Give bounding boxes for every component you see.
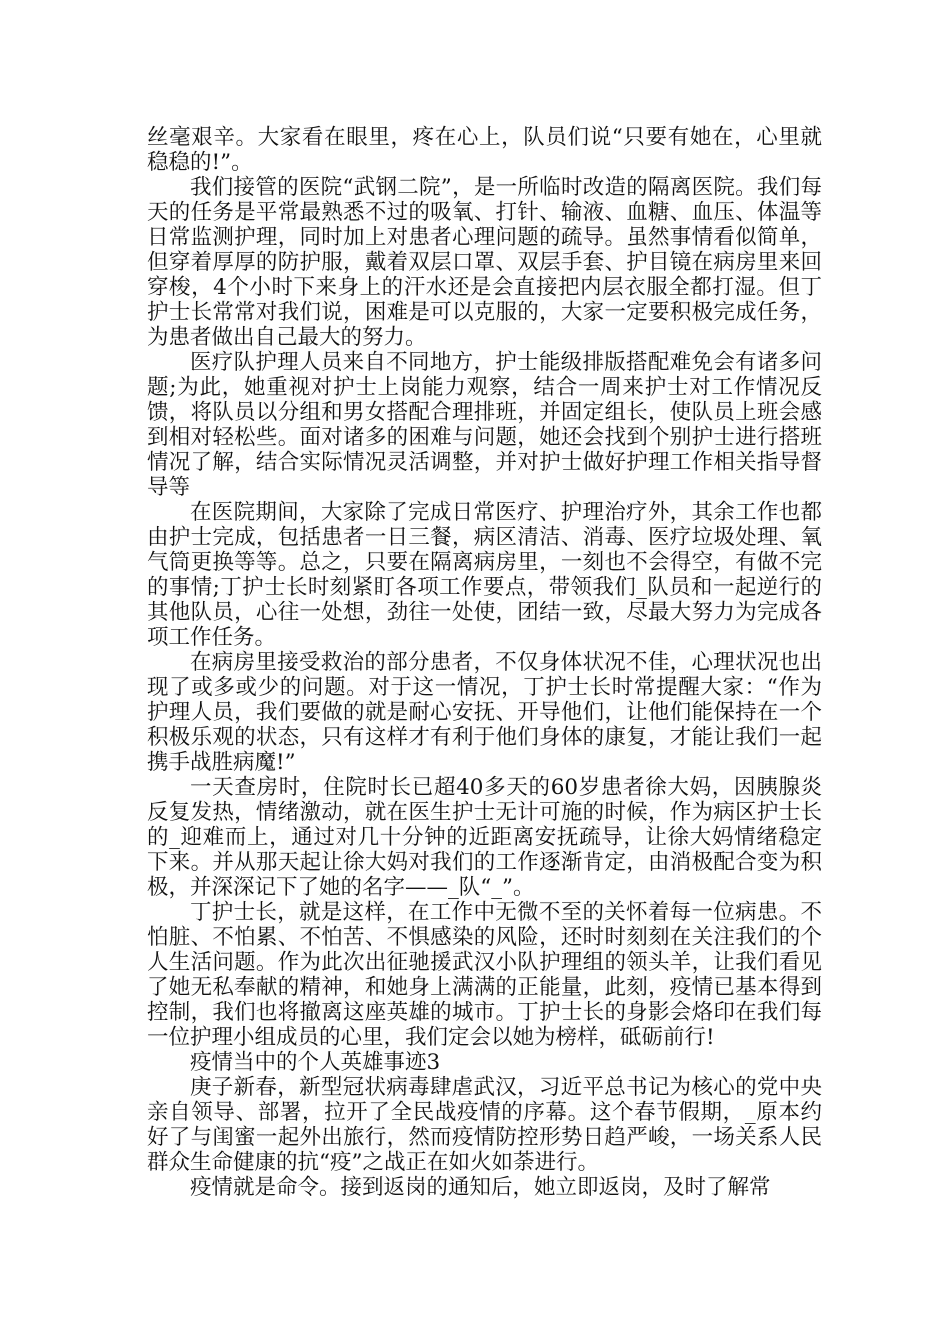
document-body <box>147 125 822 1200</box>
paragraph-7: 丁护士长，就是这样，在工作中无微不至的关怀着每一位病患。不怕脏、不怕累、不怕苦、不惧感染的风险，还时时刻刻在关注我们的个人生活问题。作为此次出征驰援武汉小队护理组的领头羊，让我们看见了她无私奉献的精神，和她身上满满的正能量，此刻，疫情已基本得到控制，我们也将撤离这座英雄的城市。丁护士长的身影会烙印在我们每一位护理小组成员的心里，我们定会以她为榜样，砥砺前行! <box>147 900 822 1050</box>
paragraph-4: 在医院期间，大家除了完成日常医疗、护理治疗外，其余工作也都由护士完成，包括患者一日三餐，病区清洁、消毒、医疗垃圾处理、氧气筒更换等等。总之，只要在隔离病房里，一刻也不会得空，有做不完的事情;丁护士长时刻紧盯各项工作要点，带领我们_队员和一起逆行的其他队员，心往一处想，劲往一处使，团结一致，尽最大努力为完成各项工作任务。 <box>147 500 822 650</box>
paragraph-9: 疫情就是命令。接到返岗的通知后，她立即返岗，及时了解常 <box>190 1175 771 1200</box>
paragraph-3: 医疗队护理人员来自不同地方，护士能级排版搭配难免会有诸多问题;为此，她重视对护士上岗能力观察，结合一周来护士对工作情况反馈，将队员以分组和男女搭配合理排班，并固定组长，使队员上班会感到相对轻松些。面对诸多的困难与问题，她还会找到个别护士进行搭班情况了解，结合实际情况灵活调整，并对护士做好护理工作相关指导督导等 <box>147 350 822 500</box>
paragraph-1: 丝毫艰辛。大家看在眼里，疼在心上，队员们说“只要有她在，心里就稳稳的!”。 <box>147 125 822 175</box>
section-heading: 疫情当中的个人英雄事迹3 <box>190 1050 441 1075</box>
paragraph-6: 一天查房时，住院时长已超40多天的60岁患者徐大妈，因胰腺炎反复发热，情绪激动，就在医生护士无计可施的时候，作为病区护士长的_迎难而上，通过对几十分钟的近距离安抚疏导，让徐大妈情绪稳定下来。并从那天起让徐大妈对我们的工作逐渐肯定，由消极配合变为积极，并深深记下了她的名字——_队“_”。 <box>147 775 822 900</box>
paragraph-5: 在病房里接受救治的部分患者，不仅身体状况不佳，心理状况也出现了或多或少的问题。对于这一情况，丁护士长时常提醒大家：“作为护理人员，我们要做的就是耐心安抚、开导他们，让他们能保持在一个积极乐观的状态，只有这样才有利于他们身体的康复，才能让我们一起携手战胜病魔!” <box>147 650 822 775</box>
paragraph-2: 我们接管的医院“武钢二院”，是一所临时改造的隔离医院。我们每天的任务是平常最熟悉不过的吸氧、打针、输液、血糖、血压、体温等日常监测护理，同时加上对患者心理问题的疏导。虽然事情看似简单，但穿着厚厚的防护服，戴着双层口罩、双层手套、护目镜在病房里来回穿梭，4个小时下来身上的汗水还是会直接把内层衣服全都打湿。但丁护士长常常对我们说，困难是可以克服的，大家一定要积极完成任务，为患者做出自己最大的努力。 <box>147 175 822 350</box>
paragraph-8: 庚子新春，新型冠状病毒肆虐武汉，习近平总书记为核心的党中央亲自领导、部署，拉开了全民战疫情的序幕。这个春节假期，_原本约好了与闺蜜一起外出旅行，然而疫情防控形势日趋严峻，一场关系人民群众生命健康的抗“疫”之战正在如火如荼进行。 <box>147 1075 822 1175</box>
